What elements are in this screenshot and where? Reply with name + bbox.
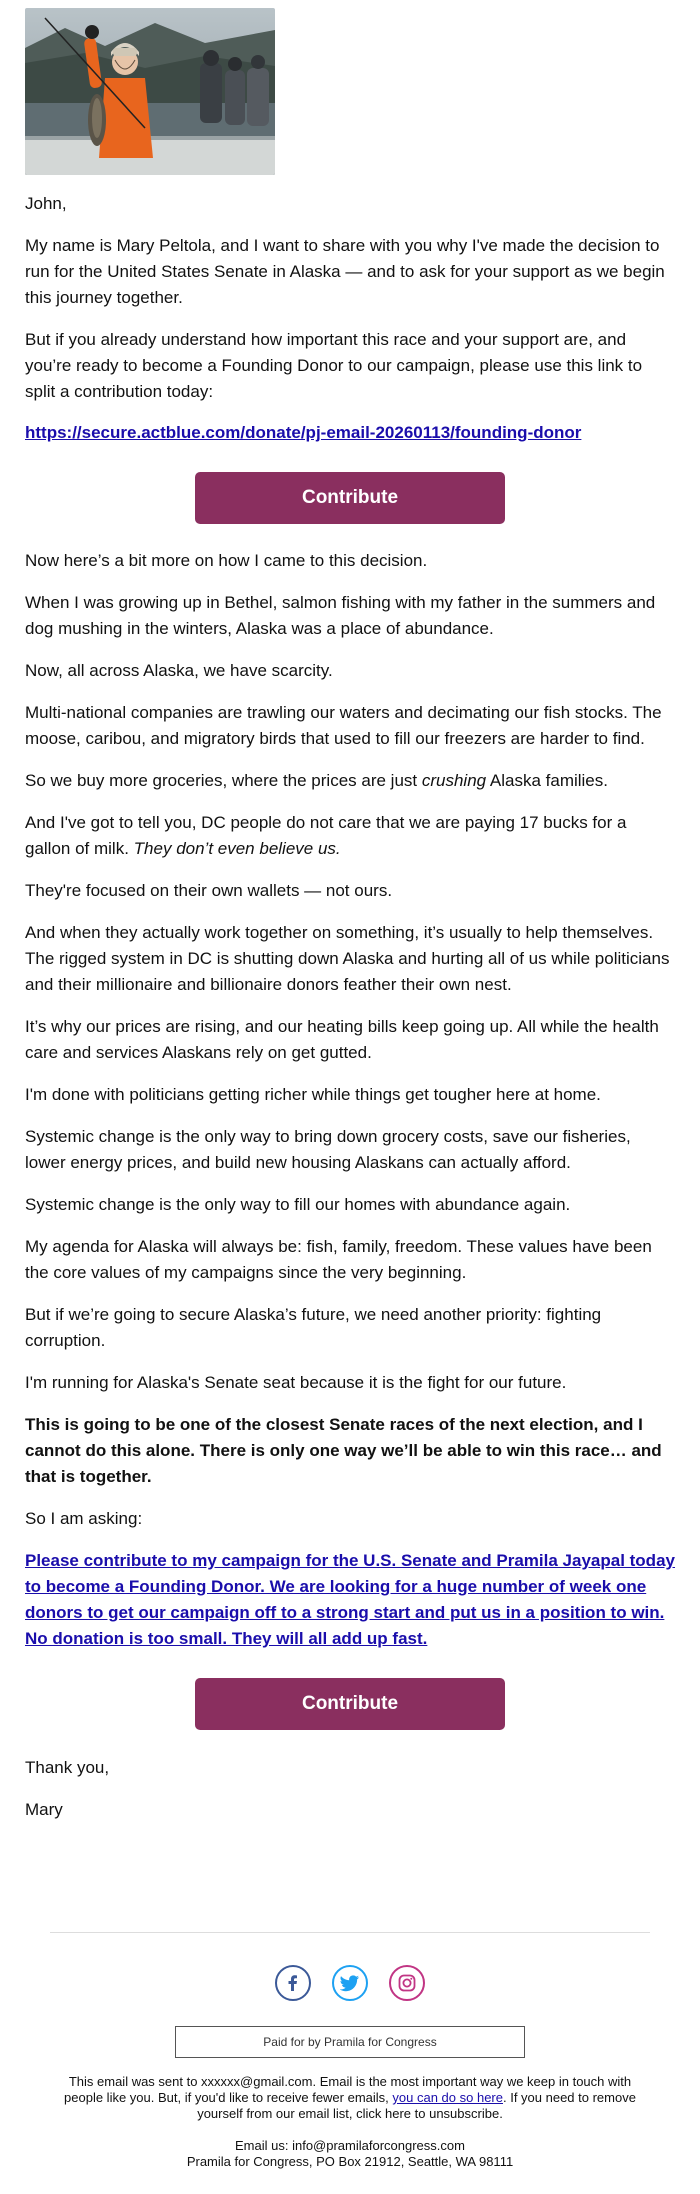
body-paragraph: Now, all across Alaska, we have scarcity. bbox=[25, 661, 333, 680]
contribute-button[interactable]: Contribute bbox=[195, 472, 505, 524]
emphasis-text: crushing bbox=[421, 771, 487, 790]
twitter-glyph bbox=[340, 1974, 360, 1992]
body-paragraph bbox=[25, 810, 675, 862]
text-segment: And I've got to tell you, DC people do not care that we are paying 17 bucks for a gallon of milk. bbox=[25, 813, 627, 858]
paid-for-box: Paid for by Pramila for Congress bbox=[175, 2026, 525, 2058]
body-paragraph: And when they actually work together on something, it’s usually to help themselves. The rigged system in DC is shutting down Alaska and hurting all of us while politicians and their millionaire and billionaire donors feather their own nest. bbox=[25, 923, 670, 994]
body-paragraph: I'm done with politicians getting richer while things get tougher here at home. bbox=[25, 1085, 601, 1104]
contribute-button[interactable]: Contribute bbox=[195, 1678, 505, 1730]
greeting: John, bbox=[25, 194, 67, 213]
footer-address: Pramila for Congress, PO Box 21912, Seattle, WA 98111 bbox=[186, 2154, 514, 2169]
footer-divider bbox=[50, 1932, 650, 1933]
donate-link[interactable]: https://secure.actblue.com/donate/pj-email-20260113/founding-donor bbox=[25, 423, 582, 442]
fewer-emails-link[interactable]: you can do so here bbox=[392, 2090, 503, 2105]
bold-paragraph: This is going to be one of the closest Senate races of the next election, and I cannot do this alone. There is only one way we’ll be able to win this race… and that is together. bbox=[25, 1415, 662, 1486]
instagram-glyph bbox=[398, 1974, 416, 1992]
signature: Mary bbox=[25, 1800, 63, 1819]
body-paragraph: Multi-national companies are trawling our waters and decimating our fish stocks. The moose, caribou, and migratory birds that used to fill our freezers are harder to find. bbox=[25, 703, 662, 748]
body-paragraph: But if we’re going to secure Alaska’s future, we need another priority: fighting corruption. bbox=[25, 1305, 602, 1350]
fishing-photo-illustration bbox=[25, 8, 275, 175]
emphasis-text: They don’t even believe us. bbox=[133, 839, 341, 858]
body-paragraph: So I am asking: bbox=[25, 1509, 143, 1528]
body-paragraph: Systemic change is the only way to bring down grocery costs, save our fisheries, lower energy prices, and build new housing Alaskans can actually afford. bbox=[25, 1127, 631, 1172]
text-segment: Alaska families. bbox=[486, 771, 608, 790]
facebook-icon[interactable] bbox=[275, 1965, 311, 2001]
body-paragraph: I'm running for Alaska's Senate seat because it is the fight for our future. bbox=[25, 1373, 567, 1392]
body-paragraph bbox=[25, 768, 675, 794]
footer-text: This email was sent to xxxxxx@gmail.com. Email is the most important way we keep in touch with people like you. But, if you'd like to receive fewer emails, bbox=[64, 2074, 632, 2105]
body-paragraph: It’s why our prices are rising, and our heating bills keep going up. All while the health care and services Alaskans rely on get gutted. bbox=[25, 1017, 659, 1062]
footer-text: . If you need to remove yourself from our email list, click here to unsubscribe. bbox=[197, 2090, 636, 2121]
contribute-appeal-link[interactable]: Please contribute to my campaign for the U.S. Senate and Pramila Jayapal today to become a Founding Donor. We are looking for a huge number of week one donors to get our campaign off to a strong start and put us in a position to win. No donation is too small. They will all add up fast. bbox=[25, 1551, 675, 1648]
signoff: Thank you, bbox=[25, 1758, 110, 1777]
facebook-glyph bbox=[284, 1974, 302, 1992]
founding-donor-paragraph: But if you already understand how important this race and your support are, and you’re ready to become a Founding Donor to our campaign, please use this link to split a contribution today: bbox=[25, 330, 643, 401]
footer-email: Email us: info@pramilaforcongress.com bbox=[235, 2138, 465, 2153]
text-segment: So we buy more groceries, where the prices are just bbox=[25, 771, 422, 790]
body-paragraph: Now here’s a bit more on how I came to this decision. bbox=[25, 551, 428, 570]
body-paragraph: When I was growing up in Bethel, salmon fishing with my father in the summers and dog mushing in the winters, Alaska was a place of abundance. bbox=[25, 593, 656, 638]
body-paragraph: My agenda for Alaska will always be: fish, family, freedom. These values have been the core values of my campaigns since the very beginning. bbox=[25, 1237, 652, 1282]
instagram-icon[interactable] bbox=[389, 1965, 425, 2001]
footer-disclaimer bbox=[50, 2074, 650, 2122]
twitter-icon[interactable] bbox=[332, 1965, 368, 2001]
hero-photo bbox=[25, 8, 275, 175]
intro-paragraph: My name is Mary Peltola, and I want to share with you why I've made the decision to run for the United States Senate in Alaska — and to ask for your support as we begin this journey together. bbox=[25, 236, 665, 307]
body-paragraph: They're focused on their own wallets — not ours. bbox=[25, 881, 393, 900]
body-paragraph: Systemic change is the only way to fill our homes with abundance again. bbox=[25, 1195, 571, 1214]
